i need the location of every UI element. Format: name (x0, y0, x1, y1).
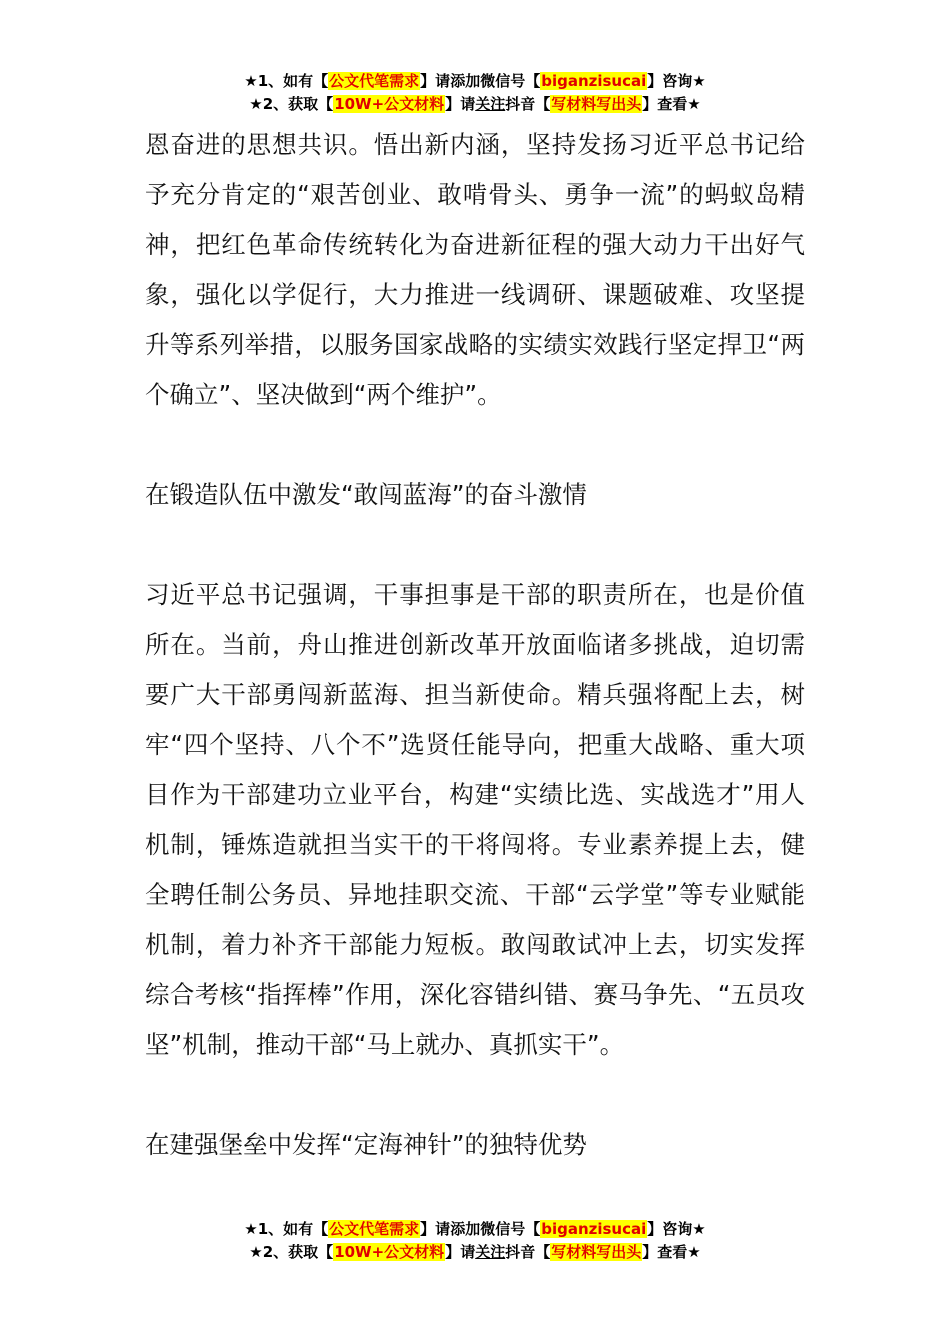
highlight-wechat-id: biganzisucai (541, 72, 647, 90)
highlight-service: 公文代笔需求 (329, 72, 420, 90)
section-heading-2: 在建强堡垒中发挥“定海神针”的独特优势 (145, 1130, 587, 1159)
highlight-materials: 10W+公文材料 (334, 95, 445, 113)
banner-line-2: ★2、获取【10W+公文材料】请关注抖音【写材料写出头】查看★ (249, 1243, 701, 1261)
header-banner (0, 70, 950, 116)
highlight-service: 公文代笔需求 (329, 1220, 420, 1238)
highlight-materials: 10W+公文材料 (334, 1243, 445, 1261)
footer-banner (0, 1218, 950, 1264)
highlight-wechat-id: biganzisucai (541, 1220, 647, 1238)
section-heading-1: 在锻造队伍中激发“敢闯蓝海”的奋斗激情 (145, 480, 587, 509)
highlight-douyin: 写材料写出头 (551, 95, 642, 113)
banner-line-2: ★2、获取【10W+公文材料】请关注抖音【写材料写出头】查看★ (249, 95, 701, 113)
paragraph-2: 习近平总书记强调，干事担事是干部的职责所在，也是价值所在。当前，舟山推进创新改革开放面临诸多挑战，迫切需要广大干部勇闯新蓝海、担当新使命。精兵强将配上去，树牢“四个坚持、八个不”选贤任能导向，把重大战略、重大项目作为干部建功立业平台，构建“实绩比选、实战选才”用人机制，锤炼造就担当实干的干将闯将。专业素养提上去，健全聘任制公务员、异地挂职交流、干部“云学堂”等专业赋能机制，着力补齐干部能力短板。敢闯敢试冲上去，切实发挥综合考核“指挥棒”作用，深化容错纠错、赛马争先、“五员攻坚”机制，推动干部“马上就办、真抓实干”。 (145, 580, 805, 1059)
paragraph-gap (145, 420, 805, 470)
paragraph-1: 恩奋进的思想共识。悟出新内涵，坚持发扬习近平总书记给予充分肯定的“艰苦创业、敢啃骨头、勇争一流”的蚂蚁岛精神，把红色革命传统转化为奋进新征程的强大动力干出好气象，强化以学促行，大力推进一线调研、课题破难、攻坚提升等系列举措，以服务国家战略的实绩实效践行坚定捍卫“两个确立”、坚决做到“两个维护”。 (145, 130, 805, 409)
paragraph-gap (145, 520, 805, 570)
paragraph-gap (145, 1070, 805, 1120)
banner-line-1: ★1、如有【公文代笔需求】请添加微信号【biganzisucai】咨询★ (244, 72, 706, 90)
document-body (145, 120, 805, 1170)
banner-line-1: ★1、如有【公文代笔需求】请添加微信号【biganzisucai】咨询★ (244, 1220, 706, 1238)
highlight-douyin: 写材料写出头 (551, 1243, 642, 1261)
